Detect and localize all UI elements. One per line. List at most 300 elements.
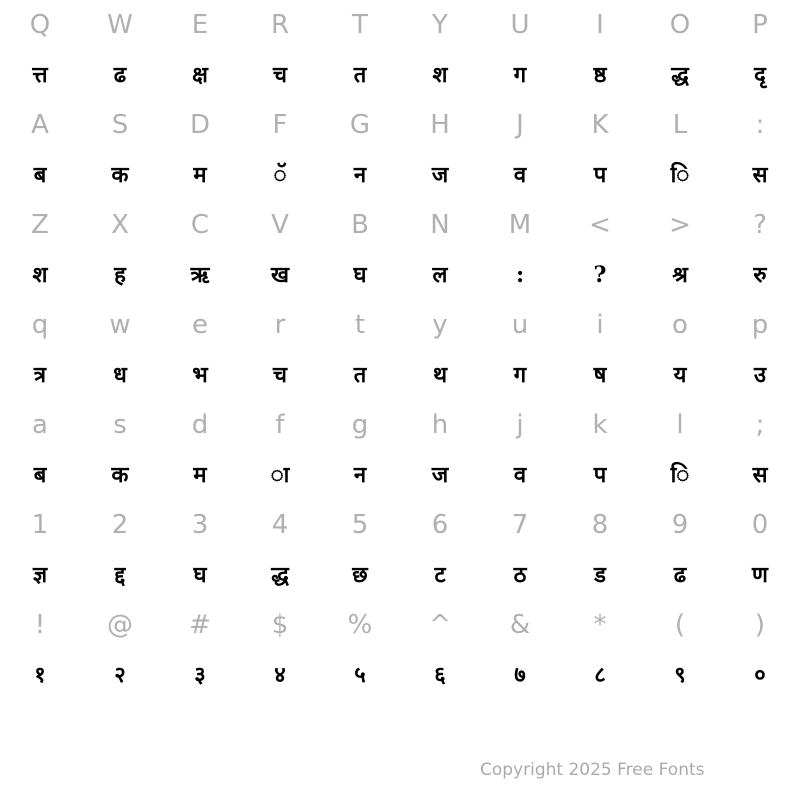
glyph-cell	[10, 250, 70, 300]
latin-key-row	[0, 100, 800, 150]
devanagari-glyph: स	[752, 162, 768, 188]
devanagari-glyph: च	[273, 62, 287, 88]
devanagari-glyph: क्ष	[192, 62, 208, 88]
row-pair	[0, 100, 800, 200]
latin-key-cell	[170, 600, 230, 650]
latin-key-cell	[490, 600, 550, 650]
latin-key-char: 3	[191, 510, 209, 540]
glyph-cell	[410, 650, 470, 700]
glyph-cell	[90, 450, 150, 500]
glyph-cell	[330, 50, 390, 100]
latin-key-char: N	[430, 210, 450, 240]
latin-key-row	[0, 0, 800, 50]
devanagari-glyph: व	[513, 462, 527, 488]
latin-key-char: %	[347, 610, 373, 640]
latin-key-char: <	[589, 210, 611, 240]
latin-key-cell	[730, 500, 790, 550]
latin-key-char: $	[271, 610, 289, 640]
latin-key-cell	[650, 200, 710, 250]
latin-key-char: F	[272, 110, 288, 140]
devanagari-glyph: श्र	[672, 262, 688, 288]
glyph-cell	[410, 150, 470, 200]
glyph-cell	[10, 450, 70, 500]
glyph-cell	[730, 550, 790, 600]
devanagari-glyph: ण	[752, 562, 768, 588]
latin-key-char: @	[107, 610, 133, 640]
devanagari-glyph: उ	[753, 362, 767, 388]
devanagari-glyph: प	[593, 162, 607, 188]
latin-key-cell	[410, 500, 470, 550]
latin-key-cell	[10, 600, 70, 650]
latin-key-cell	[250, 100, 310, 150]
glyph-row	[0, 550, 800, 600]
glyph-cell	[410, 50, 470, 100]
latin-key-cell	[570, 600, 630, 650]
latin-key-char: T	[352, 10, 368, 40]
devanagari-glyph: ग	[513, 362, 527, 388]
latin-key-cell	[10, 200, 70, 250]
glyph-row	[0, 650, 800, 700]
devanagari-glyph: द्द	[114, 562, 126, 588]
latin-key-cell	[250, 200, 310, 250]
latin-key-cell	[410, 100, 470, 150]
glyph-cell	[410, 350, 470, 400]
latin-key-cell	[330, 0, 390, 50]
latin-key-char: H	[430, 110, 450, 140]
latin-key-row	[0, 500, 800, 550]
latin-key-char: P	[752, 10, 768, 40]
devanagari-glyph: घ	[193, 562, 207, 588]
latin-key-char: f	[275, 410, 285, 440]
devanagari-glyph: द्ध	[271, 562, 289, 588]
glyph-cell	[650, 450, 710, 500]
latin-key-char: >	[669, 210, 691, 240]
latin-key-char: j	[516, 410, 524, 440]
glyph-cell	[650, 50, 710, 100]
latin-key-cell	[410, 300, 470, 350]
glyph-cell	[570, 450, 630, 500]
glyph-cell	[330, 250, 390, 300]
latin-key-char: l	[676, 410, 684, 440]
glyph-cell	[730, 250, 790, 300]
latin-key-char: d	[191, 410, 209, 440]
glyph-cell	[330, 650, 390, 700]
latin-key-char: Z	[31, 210, 49, 240]
glyph-cell	[330, 350, 390, 400]
glyph-cell	[410, 250, 470, 300]
latin-key-cell	[730, 200, 790, 250]
devanagari-glyph: :	[515, 262, 525, 288]
latin-key-cell	[250, 600, 310, 650]
latin-key-cell	[170, 100, 230, 150]
glyph-cell	[90, 50, 150, 100]
glyph-cell	[250, 250, 310, 300]
latin-key-cell	[730, 100, 790, 150]
devanagari-glyph: ७	[514, 662, 526, 688]
latin-key-cell	[90, 300, 150, 350]
glyph-cell	[170, 50, 230, 100]
devanagari-glyph: न	[353, 162, 367, 188]
latin-key-cell	[490, 100, 550, 150]
latin-key-char: h	[431, 410, 449, 440]
glyph-cell	[650, 150, 710, 200]
latin-key-char: o	[672, 310, 688, 340]
latin-key-char: ;	[755, 410, 765, 440]
glyph-cell	[90, 250, 150, 300]
glyph-cell	[90, 350, 150, 400]
glyph-cell	[730, 50, 790, 100]
latin-key-cell	[650, 600, 710, 650]
devanagari-glyph: म	[193, 462, 207, 488]
devanagari-glyph: च	[273, 362, 287, 388]
glyph-cell	[250, 150, 310, 200]
devanagari-glyph: ष्ठ	[593, 62, 607, 88]
latin-key-row	[0, 200, 800, 250]
devanagari-glyph: ठ	[513, 562, 527, 588]
devanagari-glyph: त	[353, 62, 367, 88]
devanagari-glyph: ह	[114, 262, 126, 288]
latin-key-char: G	[349, 110, 371, 140]
glyph-cell	[330, 450, 390, 500]
latin-key-char: Y	[432, 10, 448, 40]
latin-key-char: a	[32, 410, 48, 440]
devanagari-glyph: २	[114, 662, 126, 688]
devanagari-glyph: ष	[593, 362, 607, 388]
latin-key-cell	[490, 500, 550, 550]
latin-key-cell	[10, 100, 70, 150]
glyph-cell	[490, 650, 550, 700]
glyph-cell	[570, 350, 630, 400]
latin-key-cell	[170, 500, 230, 550]
devanagari-glyph: ध	[113, 362, 127, 388]
latin-key-cell	[410, 400, 470, 450]
latin-key-char: )	[754, 610, 766, 640]
devanagari-glyph: श	[432, 62, 448, 88]
latin-key-cell	[650, 400, 710, 450]
glyph-cell	[570, 550, 630, 600]
latin-key-char: 1	[31, 510, 49, 540]
glyph-cell	[10, 350, 70, 400]
latin-key-cell	[490, 300, 550, 350]
latin-key-char: 2	[111, 510, 129, 540]
latin-key-cell	[730, 0, 790, 50]
devanagari-glyph: ज	[431, 462, 449, 488]
devanagari-glyph: ि	[670, 462, 690, 488]
latin-key-cell	[170, 400, 230, 450]
latin-key-cell	[10, 0, 70, 50]
glyph-cell	[650, 250, 710, 300]
glyph-cell	[170, 150, 230, 200]
latin-key-cell	[490, 0, 550, 50]
latin-key-cell	[570, 200, 630, 250]
latin-key-char: C	[190, 210, 210, 240]
latin-key-char: I	[596, 10, 604, 40]
latin-key-cell	[170, 300, 230, 350]
latin-key-cell	[250, 300, 310, 350]
devanagari-glyph: ग	[513, 62, 527, 88]
devanagari-glyph: त	[353, 362, 367, 388]
devanagari-glyph: ख	[271, 262, 289, 288]
glyph-cell	[250, 350, 310, 400]
latin-key-char: g	[351, 410, 369, 440]
latin-key-cell	[330, 500, 390, 550]
latin-key-cell	[650, 0, 710, 50]
devanagari-glyph: ज्ञ	[32, 562, 48, 588]
latin-key-cell	[570, 300, 630, 350]
latin-key-cell	[410, 600, 470, 650]
devanagari-glyph: ८	[594, 662, 606, 688]
glyph-cell	[730, 150, 790, 200]
latin-key-char: ^	[429, 610, 451, 640]
glyph-cell	[570, 150, 630, 200]
devanagari-glyph: ब	[33, 462, 47, 488]
latin-key-char: U	[510, 10, 530, 40]
latin-key-char: A	[31, 110, 49, 140]
latin-key-cell	[90, 400, 150, 450]
devanagari-glyph: क	[111, 462, 129, 488]
latin-key-cell	[10, 500, 70, 550]
devanagari-glyph: ज	[431, 162, 449, 188]
devanagari-glyph: दृ	[754, 62, 766, 88]
latin-key-cell	[410, 200, 470, 250]
latin-key-cell	[570, 500, 630, 550]
latin-key-char: K	[591, 110, 609, 140]
glyph-cell	[650, 550, 710, 600]
glyph-cell	[570, 650, 630, 700]
devanagari-glyph: छ	[352, 562, 368, 588]
glyph-cell	[490, 250, 550, 300]
latin-key-char: 4	[271, 510, 289, 540]
devanagari-glyph: थ	[432, 362, 448, 388]
latin-key-char: :	[755, 110, 765, 140]
devanagari-glyph: रु	[753, 262, 767, 288]
latin-key-cell	[330, 200, 390, 250]
latin-key-cell	[250, 0, 310, 50]
devanagari-glyph: व	[513, 162, 527, 188]
latin-key-char: #	[189, 610, 211, 640]
latin-key-char: B	[351, 210, 369, 240]
glyph-cell	[650, 650, 710, 700]
latin-key-char: X	[111, 210, 129, 240]
latin-key-char: e	[192, 310, 208, 340]
latin-key-char: 8	[591, 510, 609, 540]
devanagari-glyph: ऋ	[190, 262, 210, 288]
devanagari-glyph: म	[193, 162, 207, 188]
glyph-cell	[410, 550, 470, 600]
devanagari-glyph: क	[111, 162, 129, 188]
devanagari-glyph: घ	[353, 262, 367, 288]
latin-key-cell	[730, 600, 790, 650]
glyph-cell	[10, 50, 70, 100]
glyph-cell	[490, 450, 550, 500]
row-pair	[0, 400, 800, 500]
latin-key-cell	[170, 0, 230, 50]
latin-key-cell	[570, 0, 630, 50]
devanagari-glyph: त्र	[33, 362, 47, 388]
devanagari-glyph: १	[34, 662, 46, 688]
glyph-cell	[250, 650, 310, 700]
latin-key-row	[0, 600, 800, 650]
devanagari-glyph: ढ	[113, 62, 127, 88]
glyph-cell	[10, 550, 70, 600]
devanagari-glyph: ३	[194, 662, 206, 688]
glyph-cell	[490, 50, 550, 100]
devanagari-glyph: द्ध	[671, 62, 689, 88]
devanagari-glyph: स	[752, 462, 768, 488]
glyph-row	[0, 150, 800, 200]
latin-key-char: R	[270, 10, 290, 40]
devanagari-glyph: ड	[594, 562, 606, 588]
latin-key-char: D	[189, 110, 211, 140]
latin-key-char: 7	[511, 510, 529, 540]
glyph-cell	[650, 350, 710, 400]
latin-key-char: !	[34, 610, 46, 640]
latin-key-char: q	[31, 310, 49, 340]
latin-key-cell	[490, 400, 550, 450]
latin-key-cell	[410, 0, 470, 50]
devanagari-glyph: ि	[670, 162, 690, 188]
latin-key-cell	[90, 100, 150, 150]
latin-key-char: ?	[753, 210, 767, 240]
latin-key-char: p	[751, 310, 769, 340]
latin-key-cell	[490, 200, 550, 250]
latin-key-char: E	[191, 10, 209, 40]
devanagari-glyph: ल	[432, 262, 448, 288]
devanagari-glyph: न	[353, 462, 367, 488]
latin-key-char: &	[509, 610, 531, 640]
latin-key-char: u	[511, 310, 529, 340]
latin-key-cell	[330, 400, 390, 450]
devanagari-glyph: ४	[274, 662, 286, 688]
glyph-cell	[170, 550, 230, 600]
glyph-cell	[90, 150, 150, 200]
latin-key-char: s	[113, 410, 127, 440]
latin-key-char: 5	[351, 510, 369, 540]
latin-key-cell	[90, 0, 150, 50]
latin-key-row	[0, 300, 800, 350]
latin-key-cell	[730, 300, 790, 350]
glyph-cell	[570, 250, 630, 300]
latin-key-char: i	[596, 310, 604, 340]
devanagari-glyph: ९	[674, 662, 686, 688]
latin-key-cell	[570, 100, 630, 150]
glyph-cell	[170, 650, 230, 700]
devanagari-glyph: ट	[434, 562, 446, 588]
latin-key-char: W	[107, 10, 133, 40]
latin-key-cell	[10, 300, 70, 350]
glyph-cell	[90, 550, 150, 600]
glyph-row	[0, 450, 800, 500]
latin-key-cell	[250, 400, 310, 450]
latin-key-char: k	[592, 410, 608, 440]
latin-key-char: w	[109, 310, 131, 340]
glyph-cell	[10, 650, 70, 700]
latin-key-cell	[650, 500, 710, 550]
devanagari-glyph: ०	[754, 662, 766, 688]
row-pair	[0, 300, 800, 400]
glyph-cell	[250, 550, 310, 600]
devanagari-glyph: भ	[192, 362, 208, 388]
latin-key-cell	[90, 500, 150, 550]
row-pair	[0, 600, 800, 700]
glyph-cell	[10, 150, 70, 200]
latin-key-char: O	[669, 10, 691, 40]
latin-key-cell	[330, 300, 390, 350]
latin-key-char: 6	[431, 510, 449, 540]
latin-key-cell	[10, 400, 70, 450]
glyph-cell	[730, 450, 790, 500]
devanagari-glyph: ढ	[673, 562, 687, 588]
glyph-cell	[170, 350, 230, 400]
glyph-cell	[170, 250, 230, 300]
latin-key-char: S	[111, 110, 129, 140]
latin-key-cell	[650, 100, 710, 150]
latin-key-char: (	[674, 610, 686, 640]
latin-key-char: Q	[29, 10, 51, 40]
glyph-cell	[170, 450, 230, 500]
devanagari-glyph: य	[673, 362, 687, 388]
devanagari-glyph: ?	[593, 262, 607, 288]
row-pair	[0, 0, 800, 100]
glyph-cell	[90, 650, 150, 700]
latin-key-row	[0, 400, 800, 450]
glyph-cell	[410, 450, 470, 500]
latin-key-cell	[90, 200, 150, 250]
latin-key-char: M	[508, 210, 532, 240]
latin-key-cell	[90, 600, 150, 650]
glyph-cell	[330, 150, 390, 200]
glyph-cell	[730, 650, 790, 700]
latin-key-cell	[330, 600, 390, 650]
glyph-row	[0, 250, 800, 300]
glyph-row	[0, 50, 800, 100]
glyph-cell	[490, 550, 550, 600]
glyph-row	[0, 350, 800, 400]
glyph-cell	[250, 450, 310, 500]
latin-key-cell	[650, 300, 710, 350]
glyph-cell	[330, 550, 390, 600]
latin-key-char: *	[593, 610, 607, 640]
latin-key-char: 9	[671, 510, 689, 540]
row-pair	[0, 200, 800, 300]
glyph-cell	[250, 50, 310, 100]
devanagari-glyph: ॅ	[273, 162, 287, 188]
latin-key-char: t	[354, 310, 366, 340]
devanagari-glyph: ा	[270, 462, 290, 488]
latin-key-char: L	[672, 110, 688, 140]
devanagari-glyph: ५	[354, 662, 366, 688]
devanagari-glyph: ब	[33, 162, 47, 188]
devanagari-glyph: ६	[434, 662, 446, 688]
latin-key-char: y	[432, 310, 448, 340]
devanagari-glyph: त्त	[32, 62, 48, 88]
glyph-cell	[730, 350, 790, 400]
latin-key-cell	[250, 500, 310, 550]
devanagari-glyph: श	[32, 262, 48, 288]
glyph-cell	[490, 350, 550, 400]
copyright-footer: Copyright 2025 Free Fonts	[480, 760, 705, 780]
latin-key-cell	[570, 400, 630, 450]
latin-key-cell	[170, 200, 230, 250]
latin-key-char: V	[271, 210, 289, 240]
latin-key-char: r	[274, 310, 286, 340]
glyph-cell	[570, 50, 630, 100]
latin-key-cell	[330, 100, 390, 150]
glyph-cell	[490, 150, 550, 200]
latin-key-char: 0	[751, 510, 769, 540]
latin-key-cell	[730, 400, 790, 450]
latin-key-char: J	[516, 110, 524, 140]
